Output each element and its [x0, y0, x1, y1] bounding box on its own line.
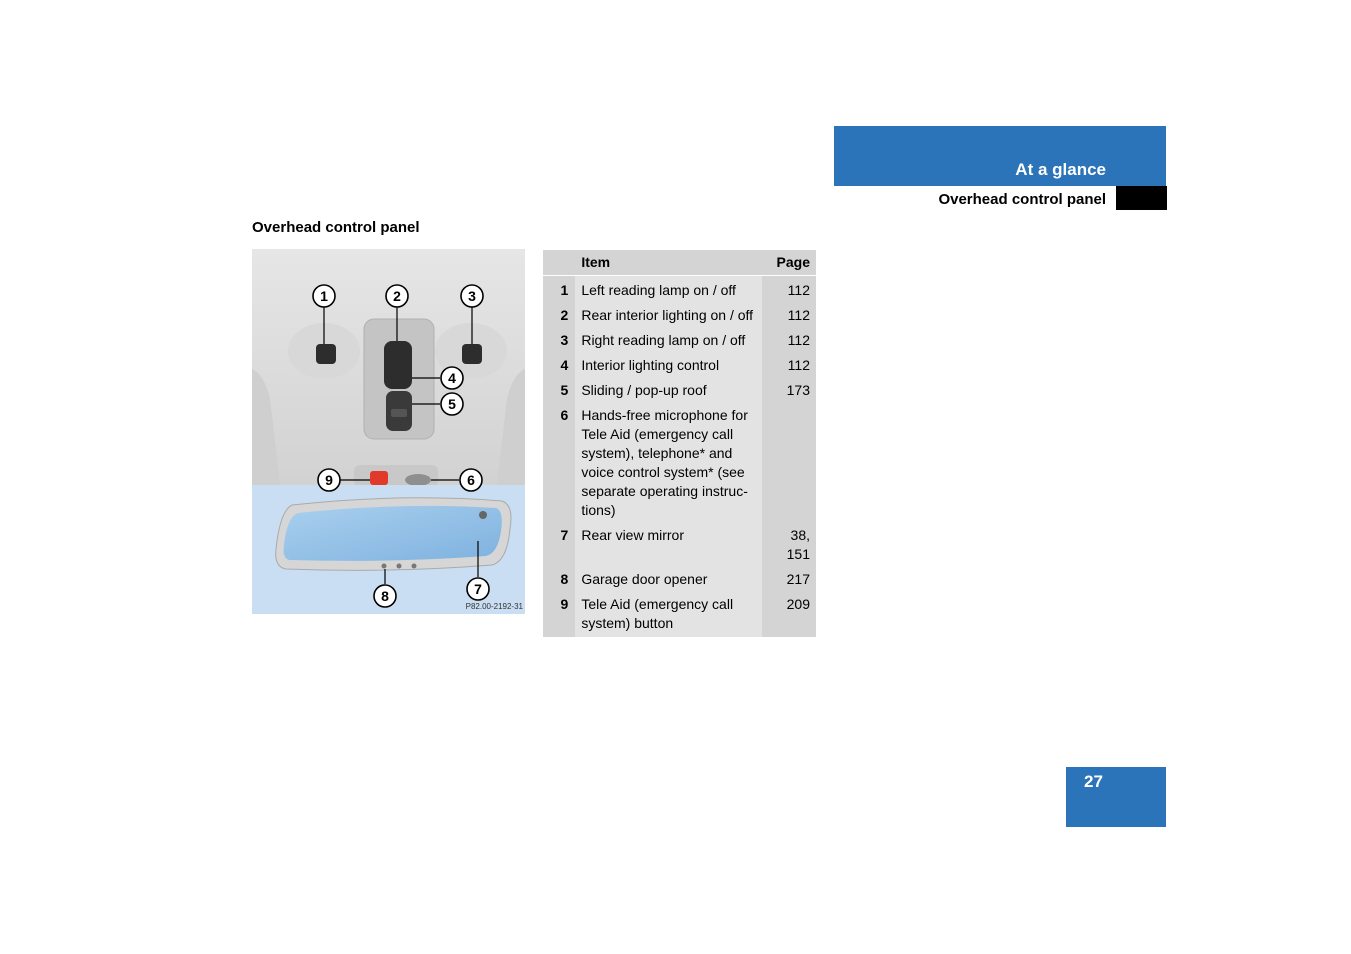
section-marker — [1116, 186, 1167, 210]
row-number: 6 — [543, 401, 575, 521]
interior-lighting-switch — [384, 341, 412, 389]
table-row — [543, 351, 816, 376]
row-number: 2 — [543, 301, 575, 326]
row-page: 217 — [762, 565, 816, 590]
callout-2: 2 — [393, 288, 401, 304]
table-row — [543, 301, 816, 326]
header-page: Page — [762, 250, 816, 276]
row-number: 4 — [543, 351, 575, 376]
rear-view-mirror-glass — [284, 506, 502, 561]
row-number: 8 — [543, 565, 575, 590]
page-number: 27 — [1084, 772, 1103, 791]
chapter-tab — [834, 126, 1166, 186]
callout-8: 8 — [381, 588, 389, 604]
row-number: 9 — [543, 590, 575, 637]
row-page: 112 — [762, 326, 816, 351]
row-item: Left reading lamp on / off — [575, 276, 761, 302]
callout-7: 7 — [474, 581, 482, 597]
callout-4: 4 — [448, 370, 456, 386]
section-title: Overhead control panel — [938, 191, 1106, 208]
row-item: Garage door opener — [575, 565, 761, 590]
garage-button-2 — [397, 564, 402, 569]
row-item: Rear interior lighting on / off — [575, 301, 761, 326]
overhead-panel-illustration — [252, 249, 525, 614]
callout-1: 1 — [320, 288, 328, 304]
table-row — [543, 401, 816, 521]
table-row — [543, 326, 816, 351]
header-number — [543, 250, 575, 276]
garage-button-3 — [412, 564, 417, 569]
callout-6: 6 — [467, 472, 475, 488]
row-page: 112 — [762, 351, 816, 376]
row-page: 209 — [762, 590, 816, 637]
page-heading: Overhead control panel — [252, 219, 420, 236]
table-row — [543, 590, 816, 637]
row-item: Tele Aid (emergency call system) button — [575, 590, 761, 637]
chapter-title: At a glance — [1015, 160, 1106, 179]
table-row — [543, 376, 816, 401]
page-number-tab — [1066, 767, 1166, 827]
table-row — [543, 276, 816, 302]
row-item: Sliding / pop-up roof — [575, 376, 761, 401]
figure-code: P82.00-2192-31 — [465, 602, 523, 611]
header-item: Item — [575, 250, 761, 276]
row-item: Right reading lamp on / off — [575, 326, 761, 351]
row-page: 112 — [762, 301, 816, 326]
garage-button-1 — [382, 564, 387, 569]
row-page — [762, 401, 816, 521]
callout-3: 3 — [468, 288, 476, 304]
row-page: 173 — [762, 376, 816, 401]
sunroof-switch-key — [391, 409, 407, 417]
callout-9: 9 — [325, 472, 333, 488]
row-number: 5 — [543, 376, 575, 401]
callout-5: 5 — [448, 396, 456, 412]
table-header-row — [543, 250, 816, 276]
row-item: Rear view mirror — [575, 521, 761, 565]
row-page: 112 — [762, 276, 816, 302]
row-item: Hands-free microphone for Tele Aid (emergency call system), telephone* and voice control system* (see separate operating instruc-tions) — [575, 401, 761, 521]
left-reading-lamp-button — [316, 344, 336, 364]
items-table — [543, 250, 816, 637]
microphone-grille — [405, 474, 431, 486]
row-number: 7 — [543, 521, 575, 565]
table-row — [543, 565, 816, 590]
tele-aid-button-shape — [370, 471, 388, 485]
row-page: 38, 151 — [762, 521, 816, 565]
mirror-sensor — [479, 511, 487, 519]
row-number: 3 — [543, 326, 575, 351]
row-item: Interior lighting control — [575, 351, 761, 376]
table-row — [543, 521, 816, 565]
row-number: 1 — [543, 276, 575, 302]
right-reading-lamp-button — [462, 344, 482, 364]
